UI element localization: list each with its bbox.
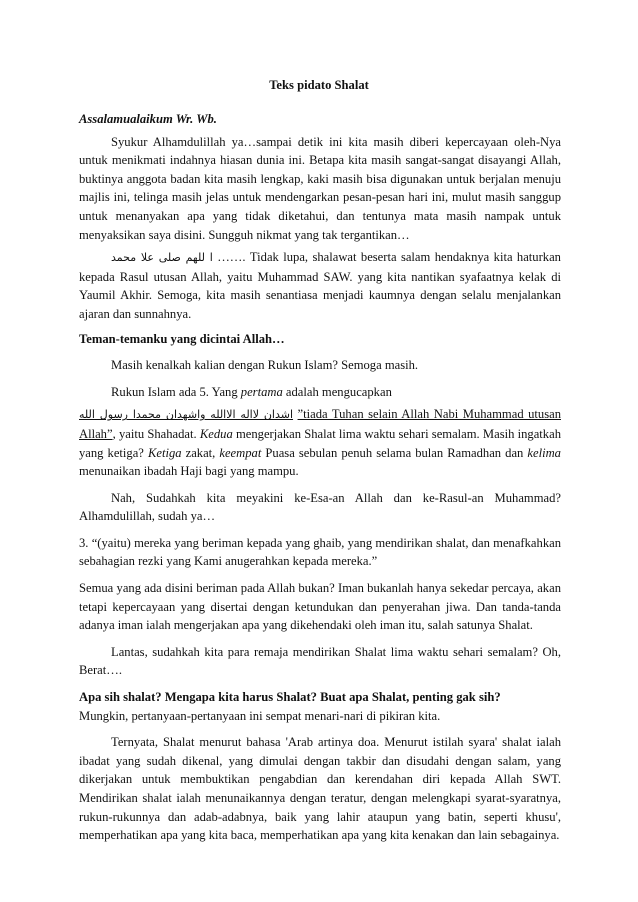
heading-apa-sih-shalat: Apa sih shalat? Mengapa kita harus Shalat? Buat apa Shalat, penting gak sih?	[79, 690, 501, 705]
paragraph-quran-verse: 3. “(yaitu) mereka yang beriman kepada yang ghaib, yang mendirikan shalat, dan menafkahkan sebahagian rezki yang Kami anugerahkan kepada mereka.”	[79, 535, 561, 569]
shalawat-text: ……. Tidak lupa, shalawat beserta salam hendaknya kita haturkan kepada Rasul utusan Allah, yaitu Muhammad SAW. yang kita nantikan syafaatnya kelak di Yaumil Akhir. Semoga, kita masih senantiasa menjadi kaumnya dengan selalu menjalankan ajaran dan sunnahnya.	[79, 250, 561, 321]
paragraph-shalawat	[79, 248, 561, 323]
heading-teman: Teman-temanku yang dicintai Allah…	[79, 331, 285, 346]
shahadat-translation: ”tiada Tuhan selain Allah Nabi Muhammad utusan Allah”	[79, 407, 561, 441]
rukun-keempat: keempat	[219, 445, 262, 460]
rukun-kedua: Kedua	[199, 426, 233, 441]
rukun-pertama: pertama	[240, 384, 283, 399]
paragraph-mungkin: Mungkin, pertanyaan-pertanyaan ini sempat menari-nari di pikiran kita.	[79, 708, 441, 723]
paragraph-rukun-question: Masih kenalkah kalian dengan Rukun Islam? Semoga masih.	[111, 358, 419, 373]
document-title: Teks pidato Shalat	[269, 78, 369, 92]
rukun-ketiga: Ketiga	[147, 445, 182, 460]
paragraph-rukun-list	[79, 405, 561, 480]
rukun-text-c: zakat,	[181, 445, 220, 460]
rukun-intro-pre: Rukun Islam ada 5. Yang	[111, 384, 241, 399]
paragraph-gratitude: Syukur Alhamdulillah ya…sampai detik ini kita masih diberi kepercayaan oleh-Nya untuk menikmati indahnya hiasan dunia ini. Betapa kita masih sangat-sangat disayangi Allah, buktinya anggota badan kita masih lengkap, kaki masih bisa digunakan untuk berjalan menuju majlis ini, telinga masih jelas untuk mendengarkan pesan-pesan hari ini, mulut masih sanggup untuk menanyakan apa yang tidak diketahui, dan tentunya mata masih nampak untuk menyaksikan saya disini. Sungguh nikmat yang tak tergantikan…	[79, 134, 561, 242]
document-body	[79, 110, 561, 845]
paragraph-keesaan: Nah, Sudahkah kita meyakini ke-Esa-an Allah dan ke-Rasul-an Muhammad? Alhamdulillah, sudah ya…	[79, 490, 561, 524]
paragraph-definisi-shalat: Ternyata, Shalat menurut bahasa 'Arab artinya doa. Menurut istilah syara' shalat ialah ibadat yang sudah dikenal, yang dimulai dengan takbir dan disudahi dengan salam, yang dikerjakan untuk membuktikan pengabdian dan kerendahan diri kepada Allah SWT. Mendirikan shalat ialah menunaikannya dengan teratur, dengan melengkapi syarat-syaratnya, rukun-rukunnya dan adab-adabnya, baik yang lahir ataupun yang batin, seperti khusu', memperhatikan apa yang kita baca, memperhatikan apa yang kita kenakan dan lain sebagainya.	[79, 735, 561, 843]
rukun-text-a: , yaitu Shahadat.	[112, 426, 200, 441]
paragraph-iman: Semua yang ada disini beriman pada Allah bukan? Iman bukanlah hanya sekedar percaya, akan tetapi kepercayaan yang disertai dengan ketundukan dan penyerahan jiwa. Dan tanda-tanda adanya iman ialah mengerjakan apa yang dikehendaki oleh iman itu, salah satunya Shalat.	[79, 581, 561, 633]
greeting: Assalamualaikum Wr. Wb.	[79, 112, 217, 126]
rukun-text-b: mengerjakan Shalat lima waktu sehari semalam. Masih ingatkah yang ketiga?	[79, 426, 561, 460]
rukun-text-e: menunaikan ibadah Haji bagi yang mampu.	[79, 464, 299, 479]
rukun-kelima: kelima	[527, 445, 561, 460]
arabic-shahadat: اشدان لااله الاالله واشهدان محمدا رسول الله	[79, 408, 294, 422]
arabic-shalawat: ا للهم صلى علا محمد	[111, 251, 213, 265]
rukun-text-d: Puasa sebulan penuh selama bulan Ramadhan dan	[261, 445, 528, 460]
rukun-intro-post: adalah mengucapkan	[282, 384, 392, 399]
paragraph-rukun-intro	[79, 383, 561, 402]
paragraph-lantas: Lantas, sudahkah kita para remaja mendirikan Shalat lima waktu sehari semalam? Oh, Berat….	[79, 644, 561, 678]
